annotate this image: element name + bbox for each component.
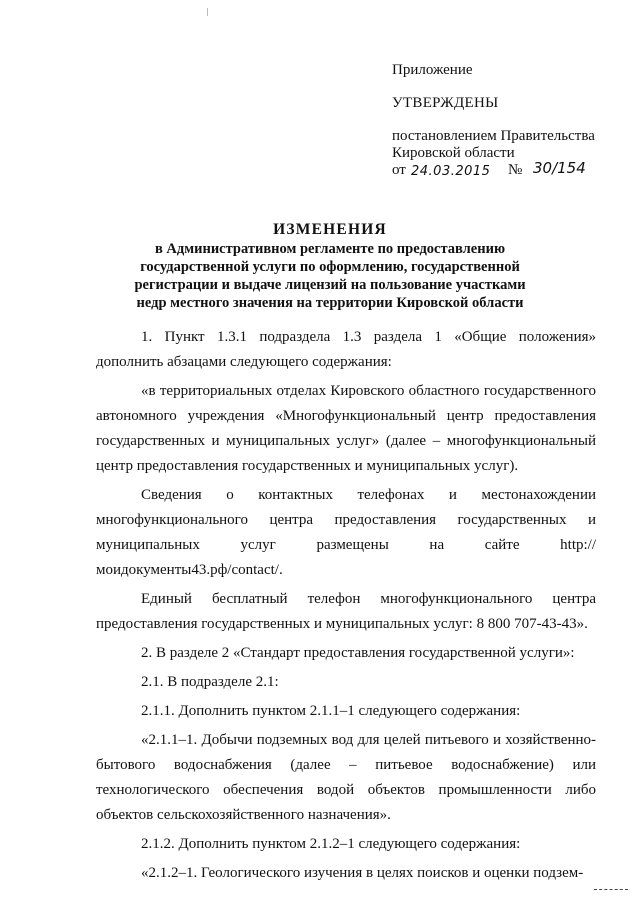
document-body bbox=[96, 325, 596, 890]
heading-subtitle-line: регистрации и выдаче лицензий на пользование участками bbox=[134, 277, 526, 293]
heading-subtitle-line: в Административном регламенте по предоставлению bbox=[154, 241, 506, 257]
paragraph: 2.1.2. Дополнить пунктом 2.1.2–1 следующего содержания: bbox=[141, 836, 521, 852]
paragraph: «2.1.1–1. Добычи подземных вод для целей питьевого и хозяйственно-бытового водоснабжения (далее – питьевое водоснабжение) или технологического обеспечения водой объектов промышленности либо объектов сельскохозяйственного назначения». bbox=[96, 732, 596, 823]
paragraph: 2.1.1. Дополнить пунктом 2.1.1–1 следующего содержания: bbox=[141, 703, 521, 719]
date-number-line bbox=[392, 159, 632, 182]
approval-block bbox=[392, 62, 632, 182]
heading-subtitle-line: государственной услуги по оформлению, государственной bbox=[140, 259, 520, 275]
handwritten-date: 24.03.2015 bbox=[411, 164, 491, 179]
approved-label: УТВЕРЖДЕНЫ bbox=[392, 95, 499, 111]
approved-by-line: Кировской области bbox=[392, 145, 515, 161]
footer-line-mark bbox=[594, 889, 628, 891]
paragraph: 2. В разделе 2 «Стандарт предоставления государственной услуги»: bbox=[141, 645, 575, 661]
heading-subtitle-line: недр местного значения на территории Кировской области bbox=[136, 295, 524, 311]
approved-by-line: постановлением Правительства bbox=[392, 128, 595, 144]
appendix-label: Приложение bbox=[392, 62, 473, 78]
paragraph: «2.1.2–1. Геологического изучения в целях поисков и оценки подзем- bbox=[141, 865, 584, 881]
scan-speck bbox=[207, 8, 208, 16]
handwritten-number: 30/154 bbox=[533, 159, 586, 177]
paragraph: 1. Пункт 1.3.1 подраздела 1.3 раздела 1 «Общие положения» дополнить абзацами следующего содержания: bbox=[96, 329, 596, 370]
paragraph: Единый бесплатный телефон многофункционального центра предоставления государственных и муниципальных услуг: 8 800 707-43-43». bbox=[96, 591, 596, 632]
document-heading bbox=[60, 220, 600, 312]
paragraph: Сведения о контактных телефонах и местонахождении многофункционального центра предоставления государственных и муниципальных услуг размещены на сайте http://моидокументы43.рф/contact/. bbox=[96, 487, 596, 578]
paragraph: «в территориальных отделах Кировского областного государственного автономного учреждения «Многофункциональный центр предоставления государственных и муниципальных услуг» (далее – многофункциональный центр предоставления государственных и муниципальных услуг). bbox=[96, 383, 596, 474]
paragraph: 2.1. В подразделе 2.1: bbox=[141, 674, 279, 690]
heading-title: ИЗМЕНЕНИЯ bbox=[273, 221, 387, 238]
number-label: № bbox=[508, 162, 523, 178]
date-prefix: от bbox=[392, 162, 406, 178]
